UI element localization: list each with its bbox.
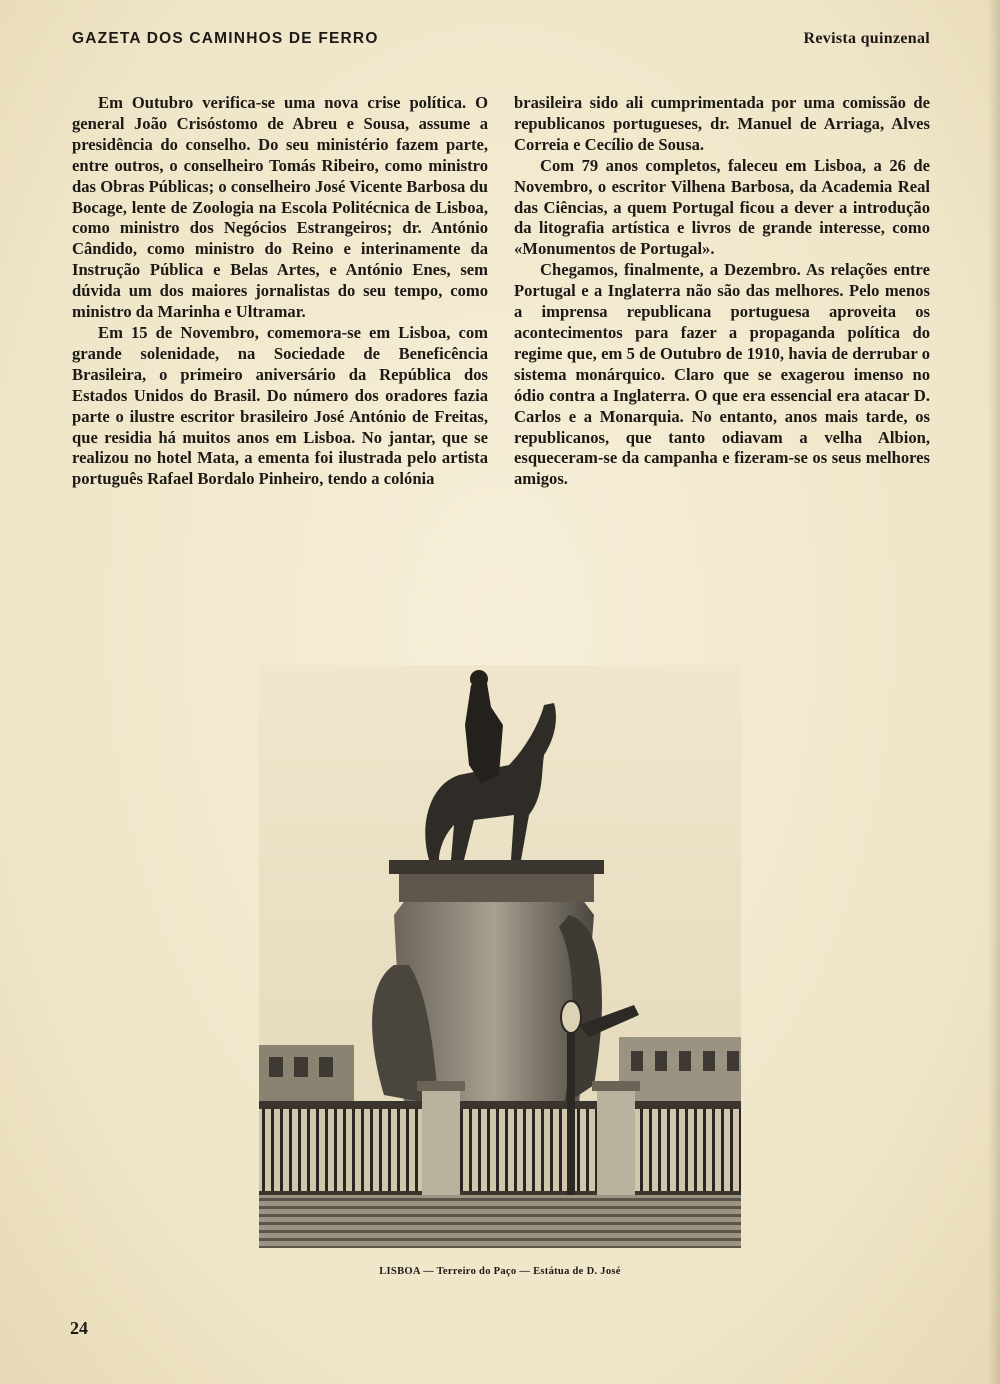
publication-type: Revista quinzenal bbox=[803, 30, 930, 47]
photo-caption: LISBOA — Terreiro do Paço — Estátua de D. José bbox=[379, 1266, 621, 1277]
page-number: 24 bbox=[70, 1318, 88, 1338]
paragraph: Com 79 anos completos, faleceu em Lisboa, a 26 de Novembro, o escritor Vilhena Barbosa, da Academia Real das Ciências, a quem Portugal ficou a dever a introdução da litografia artística e livros de grande interesse, como «Monumentos de Portugal». bbox=[514, 155, 930, 259]
paragraph: Chegamos, finalmente, a Dezembro. As relações entre Portugal e a Inglaterra não são das melhores. Pelo menos a imprensa republicana portuguesa aproveita os acontecimentos para fazer a propaganda política do regime que, em 5 de Outubro de 1910, havia de derrubar o sistema monárquico. Claro que se exagerou imenso no ódio contra a Inglaterra. O que era essencial era atacar D. Carlos e a Monarquia. No entanto, anos mais tarde, os republicanos, que tanto odiavam a velha Albion, esqueceram-se da campanha e fizeram-se os seus melhores amigos. bbox=[514, 260, 930, 489]
statue-photograph bbox=[259, 665, 741, 1248]
left-text-column bbox=[72, 93, 488, 490]
paragraph-continuation: brasileira sido ali cumprimentada por uma comissão de republicanos portugueses, dr. Manuel de Arriaga, Alves Correia e Cecílio de Sousa. bbox=[514, 93, 930, 154]
right-text-column bbox=[514, 93, 930, 490]
paragraph: Em Outubro verifica-se uma nova crise política. O general João Crisóstomo de Abreu e Sousa, assume a presidência do conselho. Do seu ministério fazem parte, entre outros, o conselheiro Tomás Ribeiro, como ministro das Obras Públicas; o conselheiro José Vicente Barbosa du Bocage, lente de Zoologia na Escola Politécnica de Lisboa, como ministro dos Negócios Estrangeiros; dr. António Cândido, como ministro do Reino e interinamente da Instrução Pública e Belas Artes, e António Enes, sem dúvida um dos maiores jornalistas do seu tempo, como ministro da Marinha e Ultramar. bbox=[72, 93, 488, 322]
paragraph: Em 15 de Novembro, comemora-se em Lisboa, com grande solenidade, na Sociedade de Beneficência Brasileira, o primeiro aniversário da República dos Estados Unidos do Brasil. Do número dos oradores fazia parte o ilustre escritor brasileiro José António de Freitas, que residia há muitos anos em Lisboa. No jantar, que se realizou no hotel Mata, a ementa foi ilustrada pelo artista português Rafael Bordalo Pinheiro, tendo a colónia bbox=[72, 322, 488, 489]
journal-title: GAZETA DOS CAMINHOS DE FERRO bbox=[72, 30, 379, 47]
running-header bbox=[72, 30, 930, 56]
page-edge-shadow bbox=[988, 0, 1000, 1384]
